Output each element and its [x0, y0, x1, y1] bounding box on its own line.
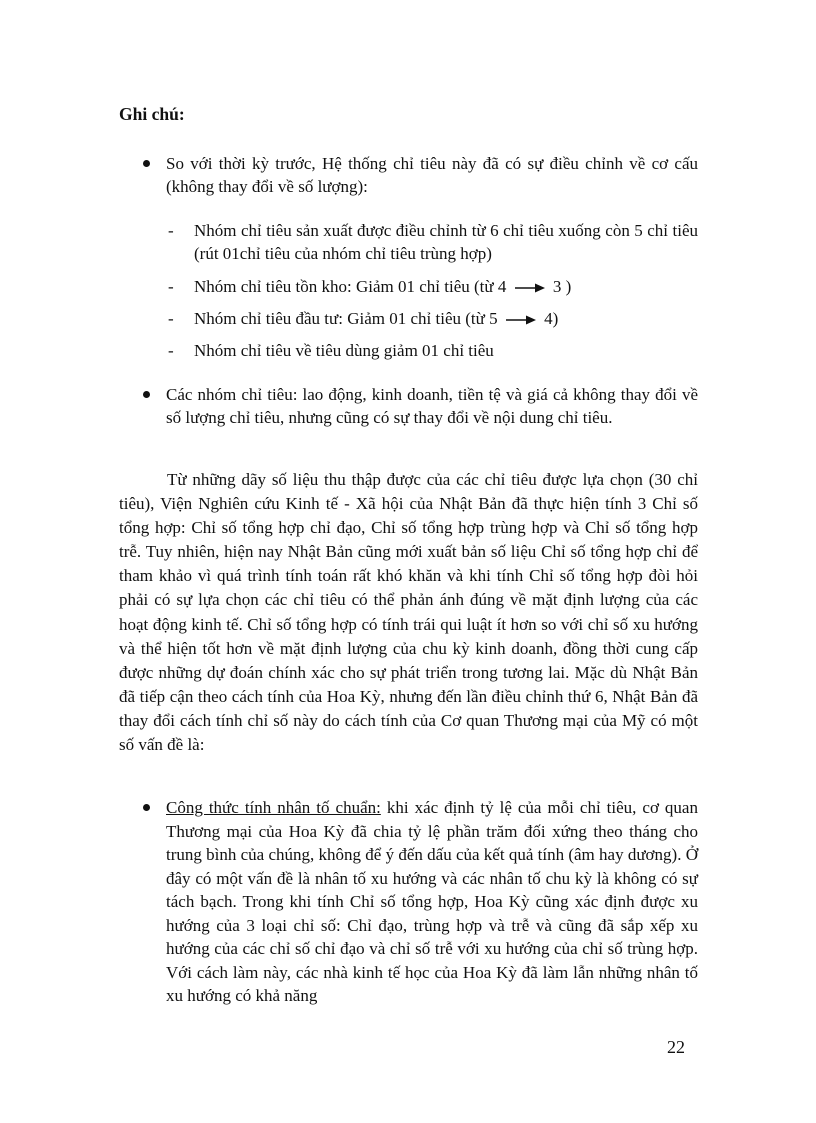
right-arrow-icon: [513, 282, 547, 294]
dash-mark: -: [168, 277, 174, 296]
bullet-item-unchanged-groups: [166, 383, 698, 429]
dash-item-text: Nhóm chỉ tiêu tồn kho: Giảm 01 chỉ tiêu (từ 4: [194, 277, 507, 296]
notes-heading: Ghi chú:: [119, 104, 185, 124]
bullet-item-structure-change: [166, 152, 698, 198]
underlined-term: Công thức tính nhân tố chuẩn:: [166, 798, 381, 817]
dash-mark: -: [168, 221, 174, 240]
dash-item-text: Nhóm chỉ tiêu đầu tư: Giảm 01 chỉ tiêu (từ 5: [194, 309, 498, 328]
bullet-dot-icon: [143, 160, 150, 167]
dash-mark: -: [168, 309, 174, 328]
bullet-item-standard-factor: [166, 796, 698, 1008]
page-number: 22: [667, 1037, 685, 1057]
bullet-text-rest: khi xác định tỷ lệ của mỗi chỉ tiêu, cơ quan Thương mại của Hoa Kỳ đã chia tỷ lệ phần trăm đối xứng theo tháng cho trung bình của chúng, không để ý đến dấu của kết quả tính (âm hay dương). Ở đây có một vấn đề là nhân tố xu hướng và các nhân tố chu kỳ là không có sự tách bạch. Trong khi tính Chỉ số tổng hợp, Hoa Kỳ cũng xác định được xu hướng của 3 loại chỉ số: Chỉ đạo, trùng hợp và trễ và cũng đã sắp xếp xu hướng của các chỉ số chỉ đạo và chỉ số trễ với xu hướng của chỉ số trùng hợp. Với cách làm này, các nhà kinh tế học của Hoa Kỳ đã làm lẫn những nhân tố xu hướng có khả năng: [166, 798, 698, 1005]
dash-item-text: Nhóm chỉ tiêu về tiêu dùng giảm 01 chỉ tiêu: [194, 341, 494, 360]
dash-item-investment: [168, 307, 698, 330]
bullet-text: [166, 796, 698, 1008]
bullet-dot-icon: [143, 804, 150, 811]
bullet-text: So với thời kỳ trước, Hệ thống chỉ tiêu này đã có sự điều chỉnh về cơ cấu (không thay đổi về số lượng):: [166, 154, 698, 196]
dash-item-text-end: 3 ): [552, 277, 572, 296]
bullet-dot-icon: [143, 391, 150, 398]
dash-item-production: [168, 219, 698, 265]
bullet-text: Các nhóm chỉ tiêu: lao động, kinh doanh, tiền tệ và giá cả không thay đổi về số lượng chỉ tiêu, nhưng cũng có sự thay đổi về nội dung chỉ tiêu.: [166, 385, 698, 427]
body-paragraph: Từ những dãy số liệu thu thập được của các chỉ tiêu được lựa chọn (30 chỉ tiêu), Viện Nghiên cứu Kinh tế - Xã hội của Nhật Bản đã thực hiện tính 3 Chỉ số tổng hợp: Chỉ số tổng hợp chỉ đạo, Chỉ số tổng hợp trùng hợp và Chỉ số tổng hợp trễ. Tuy nhiên, hiện nay Nhật Bản cũng mới xuất bản số liệu Chỉ số tổng hợp chỉ để tham khảo vì quá trình tính toán rất khó khăn và khi tính Chỉ số tổng hợp đòi hỏi phải có sự lựa chọn các chỉ tiêu có thể phản ánh đúng về mặt định lượng của các hoạt động kinh tế. Chỉ số tổng hợp có tính trái qui luật ít hơn so với chỉ số xu hướng và thể hiện tốt hơn về mặt định lượng của chu kỳ kinh doanh, đồng thời cung cấp được những dự đoán chính xác cho sự phát triển trong tương lai. Mặc dù Nhật Bản đã tiếp cận theo cách tính của Hoa Kỳ, nhưng đến lần điều chỉnh thứ 6, Nhật Bản đã thay đổi cách tính chỉ số này do cách tính của Cơ quan Thương mại của Mỹ có một số vấn đề là:: [119, 470, 698, 755]
dash-mark: -: [168, 341, 174, 360]
dash-item-inventory: [168, 275, 698, 298]
dash-item-text-end: 4): [544, 309, 559, 328]
dash-item-text: Nhóm chỉ tiêu sản xuất được điều chỉnh từ 6 chỉ tiêu xuống còn 5 chỉ tiêu (rút 01chỉ tiêu của nhóm chỉ tiêu trùng hợp): [194, 221, 698, 263]
right-arrow-icon: [504, 314, 538, 326]
dash-item-consumption: [168, 339, 698, 362]
